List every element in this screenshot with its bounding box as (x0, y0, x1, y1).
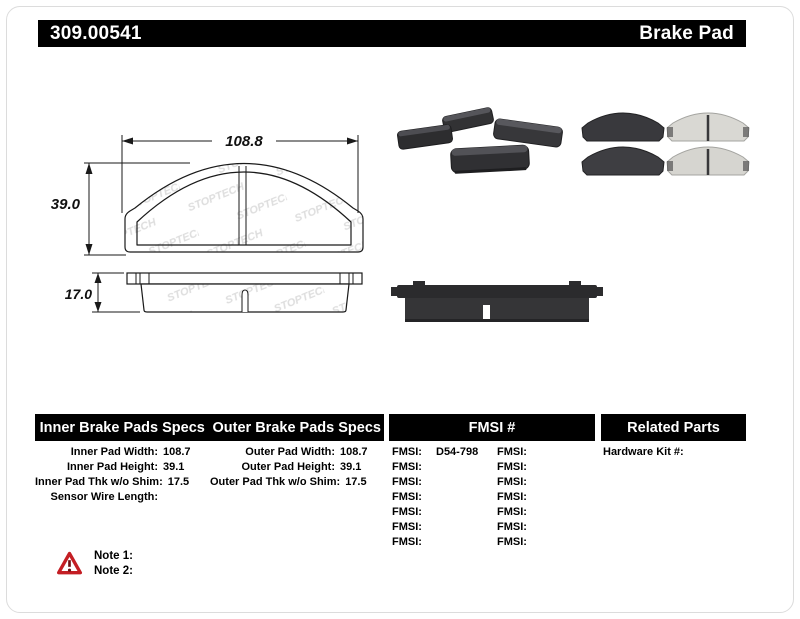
spec-row: Outer Pad Width: 108.7 (245, 446, 368, 458)
fmsi-row: FMSI: (392, 461, 422, 473)
related-part-row: Hardware Kit #: (603, 446, 684, 458)
related-parts-column (603, 445, 745, 460)
dimension-height: 39.0 (50, 196, 80, 213)
fmsi-row: FMSI: (392, 491, 422, 503)
fmsi-row: FMSI: (497, 461, 527, 473)
fmsi-row: FMSI: (497, 521, 527, 533)
fmsi-row: FMSI: (392, 476, 422, 488)
front-view-friction-pad (137, 172, 351, 245)
notes-block (94, 549, 133, 579)
dimension-width: 108.8 (225, 133, 263, 150)
side-view-slot (242, 290, 248, 312)
note-2: Note 2: (94, 565, 133, 577)
outer-specs-header: Outer Brake Pads Specs (212, 419, 381, 436)
title-bar (38, 20, 746, 47)
note-1: Note 1: (94, 550, 133, 562)
fmsi-row: FMSI: (497, 476, 527, 488)
fmsi-column-1 (392, 445, 492, 550)
spec-row: Outer Pad Height: 39.1 (241, 461, 362, 473)
fmsi-row: FMSI: D54-798 (392, 446, 479, 458)
inner-specs-column (35, 445, 207, 505)
photo-pad-edge-view (391, 281, 603, 322)
technical-drawing (40, 95, 385, 335)
specs-header-bar (35, 414, 384, 441)
fmsi-row: FMSI: (392, 506, 422, 518)
page-title: Brake Pad (639, 22, 734, 44)
spec-row: Inner Pad Height: 39.1 (66, 461, 185, 473)
fmsi-row: FMSI: (497, 536, 527, 548)
dimension-thickness: 17.0 (64, 286, 92, 302)
fmsi-row: FMSI: (392, 521, 422, 533)
fmsi-header-bar (389, 414, 595, 441)
spec-row: Sensor Wire Length: (50, 491, 158, 503)
part-number: 309.00541 (50, 22, 142, 44)
fmsi-header: FMSI # (468, 419, 516, 436)
related-parts-header-bar (601, 414, 746, 441)
spec-row: Outer Pad Thk w/o Shim: 17.5 (210, 476, 367, 488)
spec-row: Inner Pad Thk w/o Shim: 17.5 (35, 476, 190, 488)
side-view-backing-plate (127, 273, 362, 284)
fmsi-row: FMSI: (392, 536, 422, 548)
product-photos (385, 85, 765, 335)
fmsi-row: FMSI: (497, 491, 527, 503)
spec-row: Inner Pad Width: 108.7 (70, 446, 191, 458)
inner-specs-header: Inner Brake Pads Specs (39, 419, 205, 436)
outer-specs-column (210, 445, 384, 490)
photo-pads-flat (582, 113, 749, 175)
related-parts-header: Related Parts (627, 419, 720, 436)
photo-pads-perspective (397, 107, 563, 174)
fmsi-row: FMSI: (497, 446, 527, 458)
fmsi-column-2 (497, 445, 593, 550)
warning-triangle-icon (56, 551, 83, 576)
fmsi-row: FMSI: (497, 506, 527, 518)
